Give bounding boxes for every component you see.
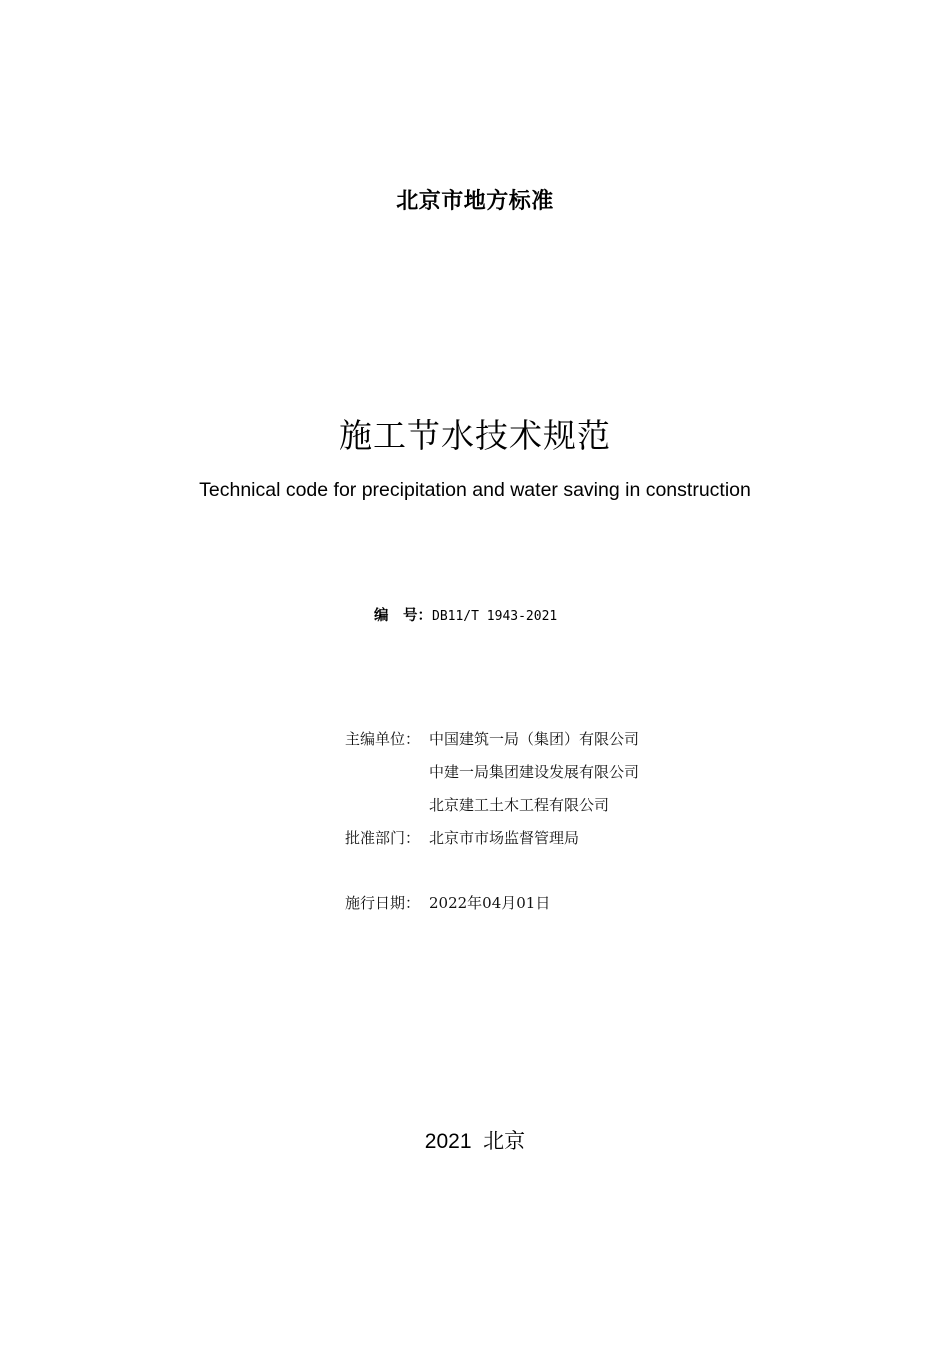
effective-date-row bbox=[345, 892, 639, 925]
standard-code-value: DB11/T 1943-2021 bbox=[432, 609, 558, 624]
effective-date-label: 施行日期： bbox=[345, 894, 421, 912]
approver-label: 批准部门： bbox=[345, 829, 421, 847]
approver-row bbox=[345, 827, 639, 860]
editors-row bbox=[345, 794, 639, 827]
info-block bbox=[345, 728, 639, 925]
editors-row bbox=[345, 728, 639, 761]
footer-year-place: 2021 北京 bbox=[424, 1130, 526, 1153]
editors-label: 主编单位： bbox=[345, 730, 421, 748]
editors-row bbox=[345, 761, 639, 794]
editor-item: 中国建筑一局（集团）有限公司 bbox=[429, 730, 640, 748]
english-title: Technical code for precipitation and water saving in construction bbox=[199, 479, 751, 501]
approver-value: 北京市市场监督管理局 bbox=[429, 829, 580, 847]
main-title: 施工节水技术规范 bbox=[339, 416, 611, 455]
editor-item: 中建一局集团建设发展有限公司 bbox=[429, 763, 640, 781]
editor-item: 北京建工土木工程有限公司 bbox=[429, 796, 610, 814]
effective-date-value: 2022年04月01日 bbox=[429, 894, 551, 912]
series-title: 北京市地方标准 bbox=[396, 189, 554, 214]
standard-code bbox=[374, 604, 557, 625]
standard-code-label: 编 号： bbox=[374, 608, 432, 624]
